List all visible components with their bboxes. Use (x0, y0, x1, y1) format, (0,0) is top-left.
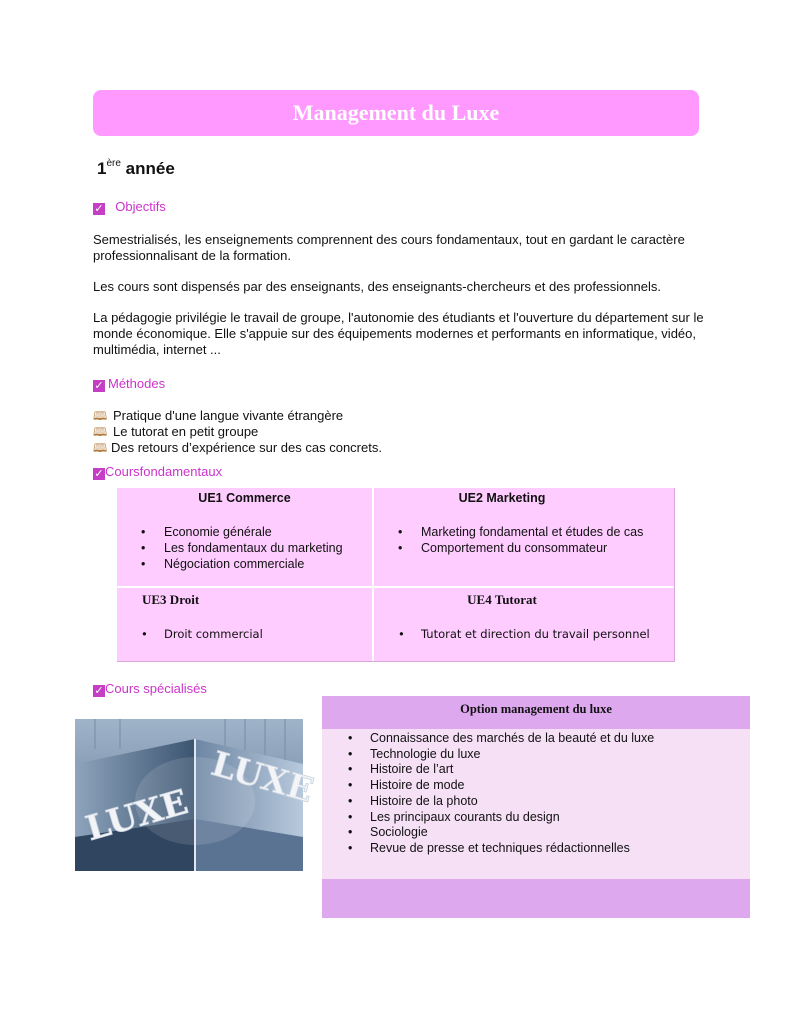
objectifs-paragraph-1: Semestrialisés, les enseignements comprennent des cours fondamentaux, tout en gardant le caractère professionnalisant de la formation. (93, 232, 685, 263)
objectifs-heading-label: Objectifs (115, 199, 166, 214)
book-icon: 🕮 (93, 441, 108, 455)
fondamentaux-heading (93, 464, 222, 480)
ue1-title: UE1 Commerce (198, 491, 291, 505)
ue4-cell (374, 592, 674, 642)
table-divider (117, 586, 674, 588)
ue4-list (374, 626, 674, 642)
checkbox-icon: ✓ (94, 203, 104, 215)
checkbox-icon: ✓ (94, 380, 104, 392)
list-item: • Comportement du consommateur (374, 540, 674, 556)
option-title: Option management du luxe (322, 696, 750, 729)
specialises-heading-label: Cours spécialisés (105, 681, 207, 696)
list-item (93, 440, 382, 456)
page-title: Management du Luxe (292, 100, 500, 125)
checkbox-icon: ✓ (94, 468, 104, 480)
ue3-title: UE3 Droit (142, 592, 200, 607)
list-item-text: Des retours d’expérience sur des cas concrets. (111, 440, 382, 455)
luxe-photo (75, 719, 318, 871)
book-icon: 🕮 (93, 409, 108, 423)
option-footer (322, 879, 750, 918)
ue2-list (374, 524, 674, 556)
objectifs-paragraph-2: Les cours sont dispensés par des enseignants, des enseignants-chercheurs et des professionnels. (93, 279, 662, 294)
methodes-list (93, 408, 382, 456)
list-item-text: Le tutorat en petit groupe (113, 424, 259, 439)
list-item (93, 424, 382, 440)
ue2-title: UE2 Marketing (458, 491, 546, 505)
specialises-heading (93, 681, 207, 697)
list-item: • Economie générale (117, 524, 372, 540)
methodes-heading (93, 376, 165, 392)
year-heading (97, 158, 175, 179)
objectifs-heading (93, 199, 166, 215)
list-item: • Les fondamentaux du marketing (117, 540, 372, 556)
list-item-text: Pratique d'une langue vivante étrangère (113, 408, 344, 423)
list-item: • Technologie du luxe (322, 747, 654, 763)
list-item: • Marketing fondamental et études de cas (374, 524, 674, 540)
ue1-list (117, 524, 372, 572)
list-item: • Tutorat et direction du travail personnel (374, 626, 674, 642)
list-item: • Histoire de la photo (322, 794, 654, 810)
ue4-title: UE4 Tutorat (467, 592, 537, 607)
option-list (322, 731, 654, 857)
luxe-sign-left: LUXE (81, 782, 193, 850)
objectifs-paragraph-3: La pédagogie privilégie le travail de groupe, l'autonomie des étudiants et l'ouverture du département sur le monde économique. Elle s'appuie sur des équipements modernes et performants en informatique, vidéo, multimédia, internet ... (93, 310, 704, 357)
methodes-heading-label: Méthodes (108, 376, 166, 391)
year-label: année (125, 159, 175, 178)
list-item: • Négociation commerciale (117, 556, 372, 572)
list-item: • Les principaux courants du design (322, 810, 654, 826)
luxe-sign-right: LUXE (206, 744, 318, 812)
list-item: • Histoire de l’art (322, 762, 654, 778)
option-table (322, 696, 750, 918)
year-number: 1 (97, 159, 107, 178)
list-item: • Droit commercial (117, 626, 372, 642)
list-item: • Connaissance des marchés de la beauté et du luxe (322, 731, 654, 747)
fondamentaux-heading-label: Coursfondamentaux (105, 464, 223, 479)
title-banner (93, 90, 699, 136)
book-icon: 🕮 (93, 425, 108, 439)
list-item: • Revue de presse et techniques rédactionnelles (322, 841, 654, 857)
fondamentaux-table (117, 488, 675, 662)
ue2-cell (374, 491, 674, 556)
checkbox-icon: ✓ (94, 685, 104, 697)
year-superscript: ère (106, 158, 121, 169)
list-item (93, 408, 382, 424)
ue3-list (117, 626, 372, 642)
list-item: • Sociologie (322, 825, 654, 841)
list-item: • Histoire de mode (322, 778, 654, 794)
